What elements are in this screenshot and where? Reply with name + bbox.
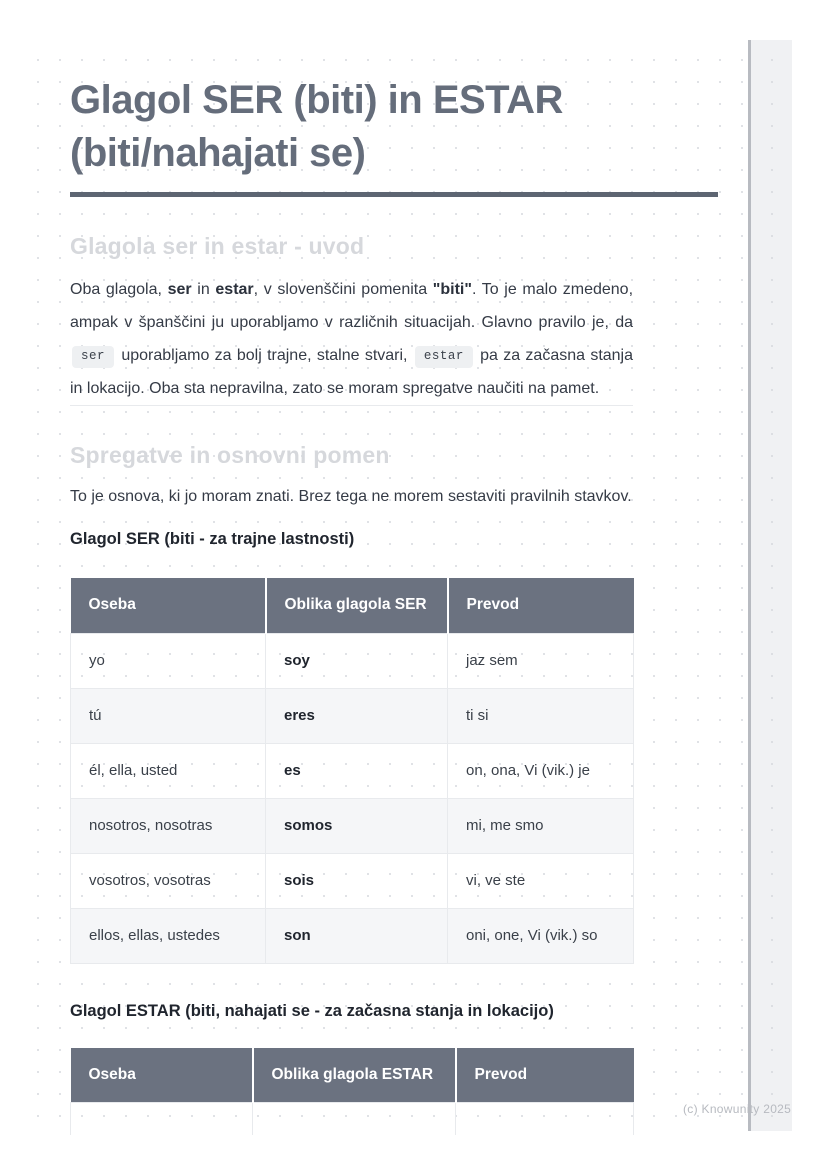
table-header-row [71,578,634,633]
table-row [71,798,634,853]
cell-translation [456,1103,634,1136]
cell-translation: jaz sem [448,633,634,688]
copyright-watermark: (c) Knowunity 2025 [683,1102,792,1116]
cell-translation: oni, one, Vi (vik.) so [448,908,634,963]
table-row [71,743,634,798]
column-header-oblika-estar: Oblika glagola ESTAR [253,1048,456,1103]
table-row [71,908,634,963]
intro-text-segment: . To je malo zmedeno, ampak v španščini ju uporabljamo v različnih situacijah. Glavno pravilo je, da [70,281,634,331]
table-row [71,853,634,908]
column-header-oseba: Oseba [71,1048,253,1103]
cell-person: ellos, ellas, ustedes [71,908,266,963]
cell-translation: ti si [448,688,634,743]
table-row [71,633,634,688]
cell-translation: vi, ve ste [448,853,634,908]
cell-verb-form: sois [266,853,448,908]
column-header-prevod: Prevod [448,578,634,633]
cell-person: tú [71,688,266,743]
page-title: Glagol SER (biti) in ESTAR (biti/nahajati se) [70,78,563,175]
intro-text-segment: uporabljamo za bolj trajne, stalne stvari, [116,347,413,364]
intro-text-segment: pa za začasna stanja in lokacijo. Oba sta nepravilna, zato se moram spregatve naučiti na pamet. [70,347,634,397]
cell-person: yo [71,633,266,688]
cell-verb-form: somos [266,798,448,853]
cell-translation: mi, me smo [448,798,634,853]
intro-paragraph [70,273,633,405]
section-heading-conjugation: Spregatve in osnovni pomen [70,442,390,468]
cell-verb-form [253,1103,456,1136]
column-header-oseba: Oseba [71,578,266,633]
subheading-estar-table: Glagol ESTAR (biti, nahajati se - za začasna stanja in lokacijo) [70,1001,554,1020]
section-divider [70,405,633,406]
subheading-ser-table: Glagol SER (biti - za trajne lastnosti) [70,530,355,548]
column-header-oblika-ser: Oblika glagola SER [266,578,448,633]
cell-verb-form: es [266,743,448,798]
intro-text-segment: , v slovenščini pomenita [253,281,433,298]
intro-text-segment: Oba glagola, [70,281,168,298]
title-rule [70,192,718,197]
table-row [71,688,634,743]
cell-person: vosotros, vosotras [71,853,266,908]
section-heading-intro: Glagola ser in estar - uvod [70,233,365,259]
cell-person: él, ella, usted [71,743,266,798]
cell-verb-form: eres [266,688,448,743]
estar-conjugation-table [70,1048,634,1136]
code-badge-estar: estar [415,346,473,368]
document-page [30,40,748,1135]
intro-bold-ser: ser [167,281,192,298]
intro-bold-biti: "biti" [432,281,472,298]
cell-translation: on, ona, Vi (vik.) je [448,743,634,798]
next-page-edge [748,40,792,1131]
intro-text-segment: in [191,281,216,298]
intro-bold-estar: estar [215,281,254,298]
cell-person: nosotros, nosotras [71,798,266,853]
cell-person [71,1103,253,1136]
column-header-prevod: Prevod [456,1048,634,1103]
ser-conjugation-table [70,578,634,964]
conjugation-lead: To je osnova, ki jo moram znati. Brez tega ne morem sestaviti pravilnih stavkov. [70,488,632,505]
cell-verb-form: soy [266,633,448,688]
table-row-clipped [71,1103,634,1136]
code-badge-ser: ser [72,346,114,368]
cell-verb-form: son [266,908,448,963]
table-header-row [71,1048,634,1103]
